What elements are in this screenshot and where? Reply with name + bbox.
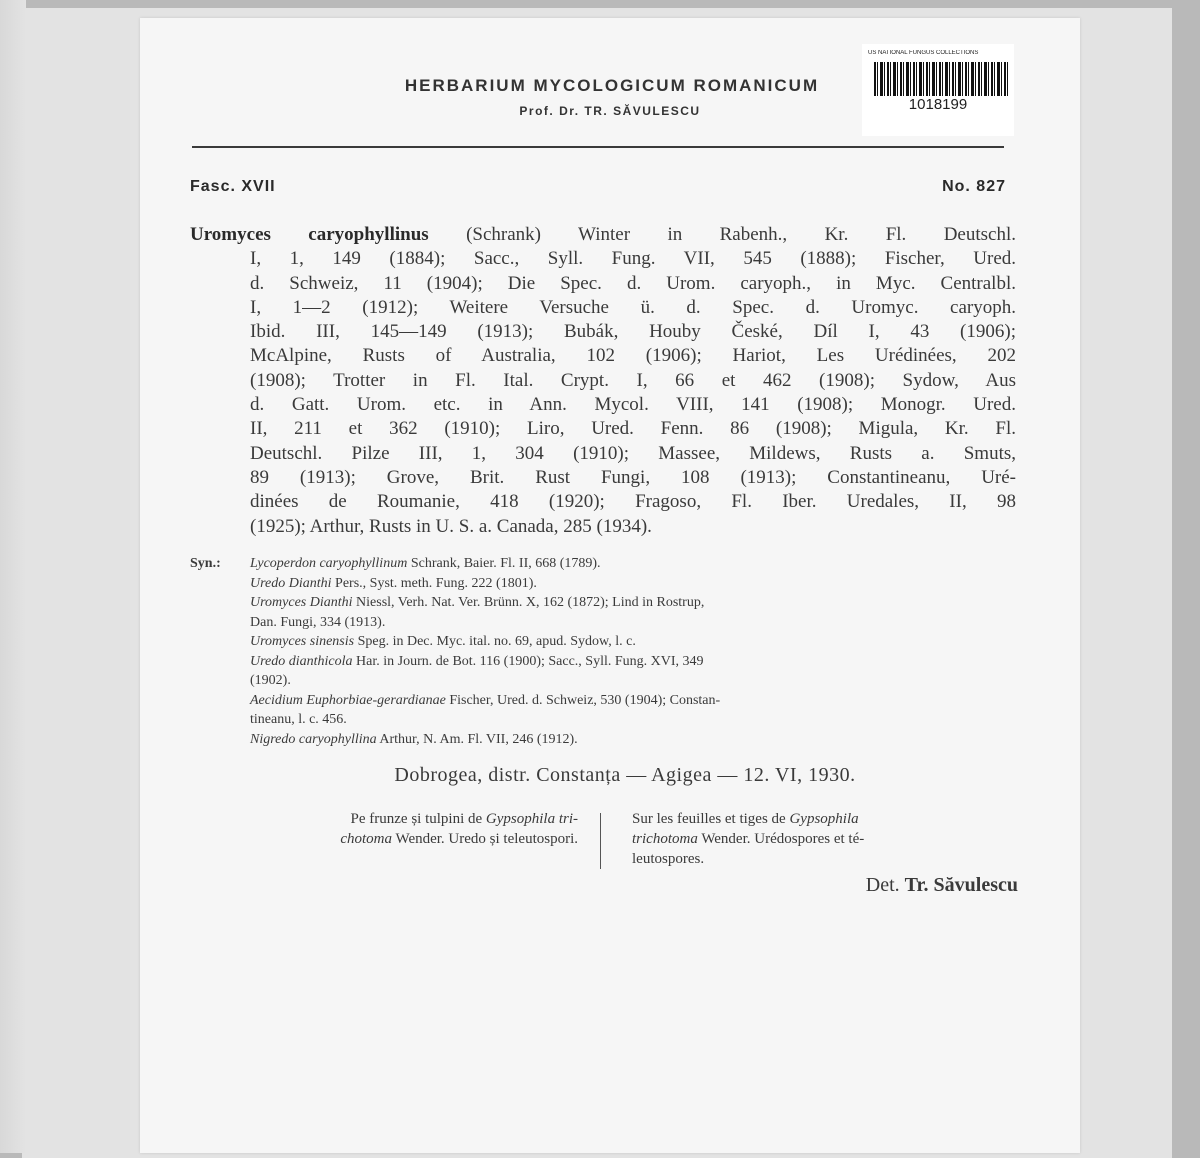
habitat-french (632, 809, 1018, 869)
header-rule (192, 146, 1004, 148)
synonym-entry: Uromyces Dianthi Niessl, Verh. Nat. Ver. Brünn. X, 162 (1872); Lind in Rostrup, (250, 595, 705, 610)
fascicle-number: Fasc. XVII (190, 178, 276, 195)
synonym-name: Lycoperdon caryophyllinum (250, 556, 408, 571)
species-name: Uromyces caryophyllinus (190, 224, 429, 245)
synonym-name: Uredo Dianthi (250, 575, 332, 591)
synonym-continuation: Dan. Fungi, 334 (1913). (250, 614, 386, 630)
collection-locality: Dobrogea, distr. Constanța — Agigea — 12. VI, 1930. (394, 764, 856, 786)
citation-line: I, 1—2 (1912); Weitere Versuche ü. d. Spec. d. Uromyc. caryoph. (250, 296, 1016, 318)
synonym-entry: Uredo dianthicola Har. in Journ. de Bot. 116 (1900); Sacc., Syll. Fung. XVI, 349 (250, 653, 704, 669)
synonym-entry: Uredo Dianthi Pers., Syst. meth. Fung. 222 (1801). (250, 575, 537, 591)
citation-line: dinées de Roumanie, 418 (1920); Fragoso, Fl. Iber. Uredales, II, 98 (250, 491, 1016, 513)
citation-line: II, 211 et 362 (1910); Liro, Ured. Fenn. 86 (1908); Migula, Kr. Fl. (250, 418, 1016, 440)
citation-line: Uromyces caryophyllinus (Schrank) Winter in Rabenh., Kr. Fl. Deutschl. (190, 224, 1017, 245)
citation-line: Ibid. III, 145—149 (1913); Bubák, Houby České, Díl I, 43 (1906); (250, 321, 1016, 343)
barcode-number: 1018199 (908, 96, 968, 113)
citation-line: (1925); Arthur, Rusts in U. S. a. Canada, 285 (1934). (250, 515, 652, 537)
habitat-romanian (192, 809, 578, 849)
determiner: Det. Tr. Săvulescu (865, 874, 1018, 896)
habitat-line: leutospores. (632, 851, 705, 867)
barcode-label (862, 44, 1014, 136)
habitat-line: trichotoma Wender. Urédospores et té- (632, 831, 865, 847)
synonym-entry: Aecidium Euphorbiae-gerardianae Fischer, Ured. d. Schweiz, 530 (1904); Constan- (250, 692, 721, 708)
citation-line: (1908); Trotter in Fl. Ital. Crypt. I, 66 et 462 (1908); Sydow, Aus (250, 369, 1016, 391)
synonym-entry: Syn.: Lycoperdon caryophyllinum Schrank, Baier. Fl. II, 668 (1789). (190, 554, 1016, 574)
synonym-name: Nigredo caryophyllina (250, 731, 377, 747)
citation-line: I, 1, 149 (1884); Sacc., Syll. Fung. VII, 545 (1888); Fischer, Ured. (250, 248, 1016, 270)
exsiccata-number: No. 827 (942, 178, 1006, 195)
barcode-icon (874, 62, 1008, 96)
column-divider (600, 813, 601, 869)
host-name: Gypsophila (789, 811, 859, 827)
host-name: Gypsophila tri- (485, 811, 578, 827)
barcode-caption: US NATIONAL FUNGUS COLLECTIONS (868, 50, 979, 56)
habitat-line: Pe frunze și tulpini de Gypsophila tri- (350, 811, 578, 827)
synonym-entry: Nigredo caryophyllina Arthur, N. Am. Fl. VII, 246 (1912). (250, 731, 578, 747)
synonym-name: Uromyces Dianthi (250, 595, 353, 610)
citation-line: d. Schweiz, 11 (1904); Die Spec. d. Urom. caryoph., in Myc. Centralbl. (250, 272, 1016, 294)
synonym-name: Uromyces sinensis (250, 634, 355, 649)
habitat-line: Sur les feuilles et tiges de Gypsophila (632, 811, 859, 827)
specimen-label (140, 18, 1080, 1153)
synonym-name: Uredo dianthicola (250, 653, 353, 669)
sheet-edge (0, 0, 26, 1153)
citation-line: McAlpine, Rusts of Australia, 102 (1906); Hariot, Les Urédinées, 202 (250, 345, 1016, 367)
synonym-continuation: tineanu, l. c. 456. (250, 712, 347, 727)
determiner-name: Tr. Săvulescu (904, 874, 1018, 896)
synonym-continuation: (1902). (250, 673, 291, 688)
synonyms-block (190, 554, 1016, 749)
synonym-entry: Uromyces sinensis Speg. in Dec. Myc. ital. no. 69, apud. Sydow, l. c. (250, 634, 636, 649)
citation-line: 89 (1913); Grove, Brit. Rust Fungi, 108 (1913); Constantineanu, Uré- (250, 466, 1016, 488)
host-name: chotoma (340, 831, 393, 847)
citation-block (190, 223, 1016, 539)
habitat-line: chotoma Wender. Uredo și teleutospori. (340, 831, 578, 847)
herbarium-title: HERBARIUM MYCOLOGICUM ROMANICUM (404, 76, 820, 95)
synonyms-label: Syn.: (190, 556, 221, 571)
citation-line: d. Gatt. Urom. etc. in Ann. Mycol. VIII, 141 (1908); Monogr. Ured. (250, 394, 1016, 416)
citation-line: Deutschl. Pilze III, 1, 304 (1910); Massee, Mildews, Rusts a. Smuts, (250, 442, 1016, 464)
synonym-name: Aecidium Euphorbiae-gerardianae (250, 692, 446, 708)
herbarium-director: Prof. Dr. TR. SĂVULESCU (519, 104, 701, 118)
host-name: trichotoma (632, 831, 698, 847)
